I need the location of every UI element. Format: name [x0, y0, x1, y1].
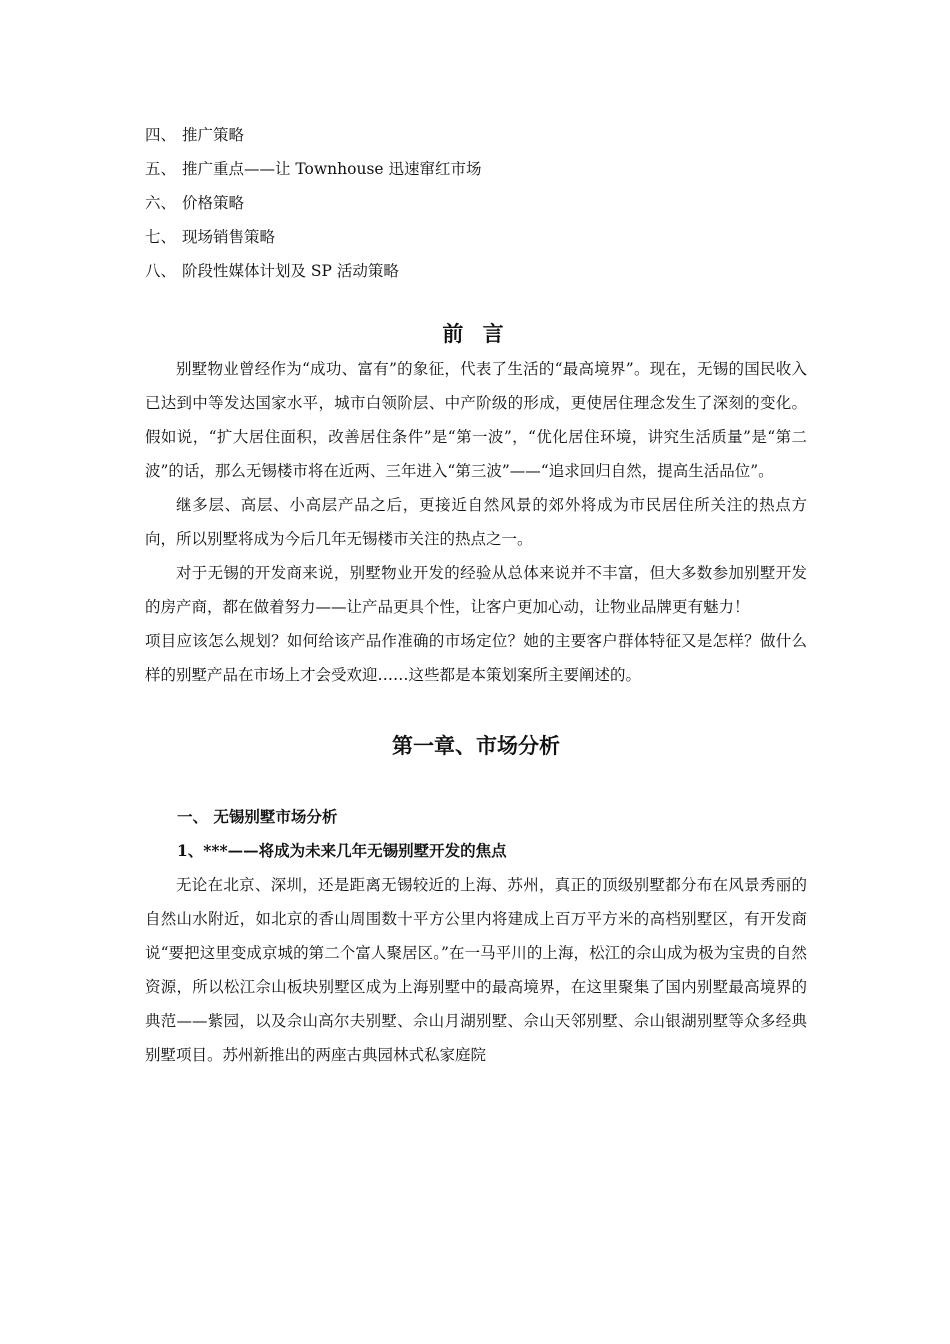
toc-item-number: 四、 — [145, 126, 177, 144]
preface-paragraph: 对于无锡的开发商来说，别墅物业开发的经验从总体来说并不丰富，但大多数参加别墅开发的房产商，都在做着努力——让产品更具个性，让客户更加心动，让物业品牌更有魅力！ — [145, 564, 807, 616]
toc-item-label: 价格策略 — [182, 194, 245, 212]
preface-title: 前 言 — [442, 321, 510, 346]
section-title: 一、 无锡别墅市场分析 — [177, 807, 338, 826]
toc-item — [145, 118, 807, 152]
toc-item-number: 五、 — [145, 160, 177, 178]
toc-item-label: 现场销售策略 — [182, 228, 276, 246]
toc-list — [145, 118, 807, 288]
toc-item — [145, 152, 807, 186]
document-content — [145, 118, 807, 1072]
toc-item-label: 推广策略 — [182, 126, 245, 144]
subsection-title: 1、***——将成为未来几年无锡别墅开发的焦点 — [177, 841, 507, 860]
preface-paragraph: 别墅物业曾经作为“成功、富有”的象征，代表了生活的“最高境界”。现在，无锡的国民收入已达到中等发达国家水平，城市白领阶层、中产阶级的形成，更使居住理念发生了深刻的变化。假如说，“扩大居住面积，改善居住条件”是“第一波”，“优化居住环境，讲究生活质量”是“第二波”的话，那么无锡楼市将在近两、三年进入“第三波”——“追求回归自然，提高生活品位”。 — [145, 360, 807, 480]
toc-item — [145, 254, 807, 288]
preface-paragraph: 继多层、高层、小高层产品之后，更接近自然风景的郊外将成为市民居住所关注的热点方向，所以别墅将成为今后几年无锡楼市关注的热点之一。 — [145, 496, 807, 548]
chapter-body-paragraph: 无论在北京、深圳，还是距离无锡较近的上海、苏州，真正的顶级别墅都分布在风景秀丽的自然山水附近，如北京的香山周围数十平方公里内将建成上百万平方米的高档别墅区，有开发商说“要把这里变成京城的第二个富人聚居区。”在一马平川的上海，松江的佘山成为极为宝贵的自然资源，所以松江佘山板块别墅区成为上海别墅中的最高境界，在这里聚集了国内别墅最高境界的典范——紫园，以及佘山高尔夫别墅、佘山月湖别墅、佘山天邻别墅、佘山银湖别墅等众多经典别墅项目。苏州新推出的两座古典园林式私家庭院 — [145, 876, 807, 1064]
toc-item-number: 七、 — [145, 228, 177, 246]
toc-item-number: 八、 — [145, 262, 177, 280]
preface-closing: 项目应该怎么规划？如何给该产品作准确的市场定位？她的主要客户群体特征又是怎样？做什么样的别墅产品在市场上才会受欢迎……这些都是本策划案所主要阐述的。 — [145, 632, 807, 684]
chapter-title: 第一章、市场分析 — [392, 733, 560, 758]
toc-item-label: 推广重点——让 Townhouse 迅速窜红市场 — [182, 160, 482, 178]
toc-item-label: 阶段性媒体计划及 SP 活动策略 — [182, 262, 399, 280]
toc-item — [145, 220, 807, 254]
toc-item — [145, 186, 807, 220]
toc-item-number: 六、 — [145, 194, 177, 212]
